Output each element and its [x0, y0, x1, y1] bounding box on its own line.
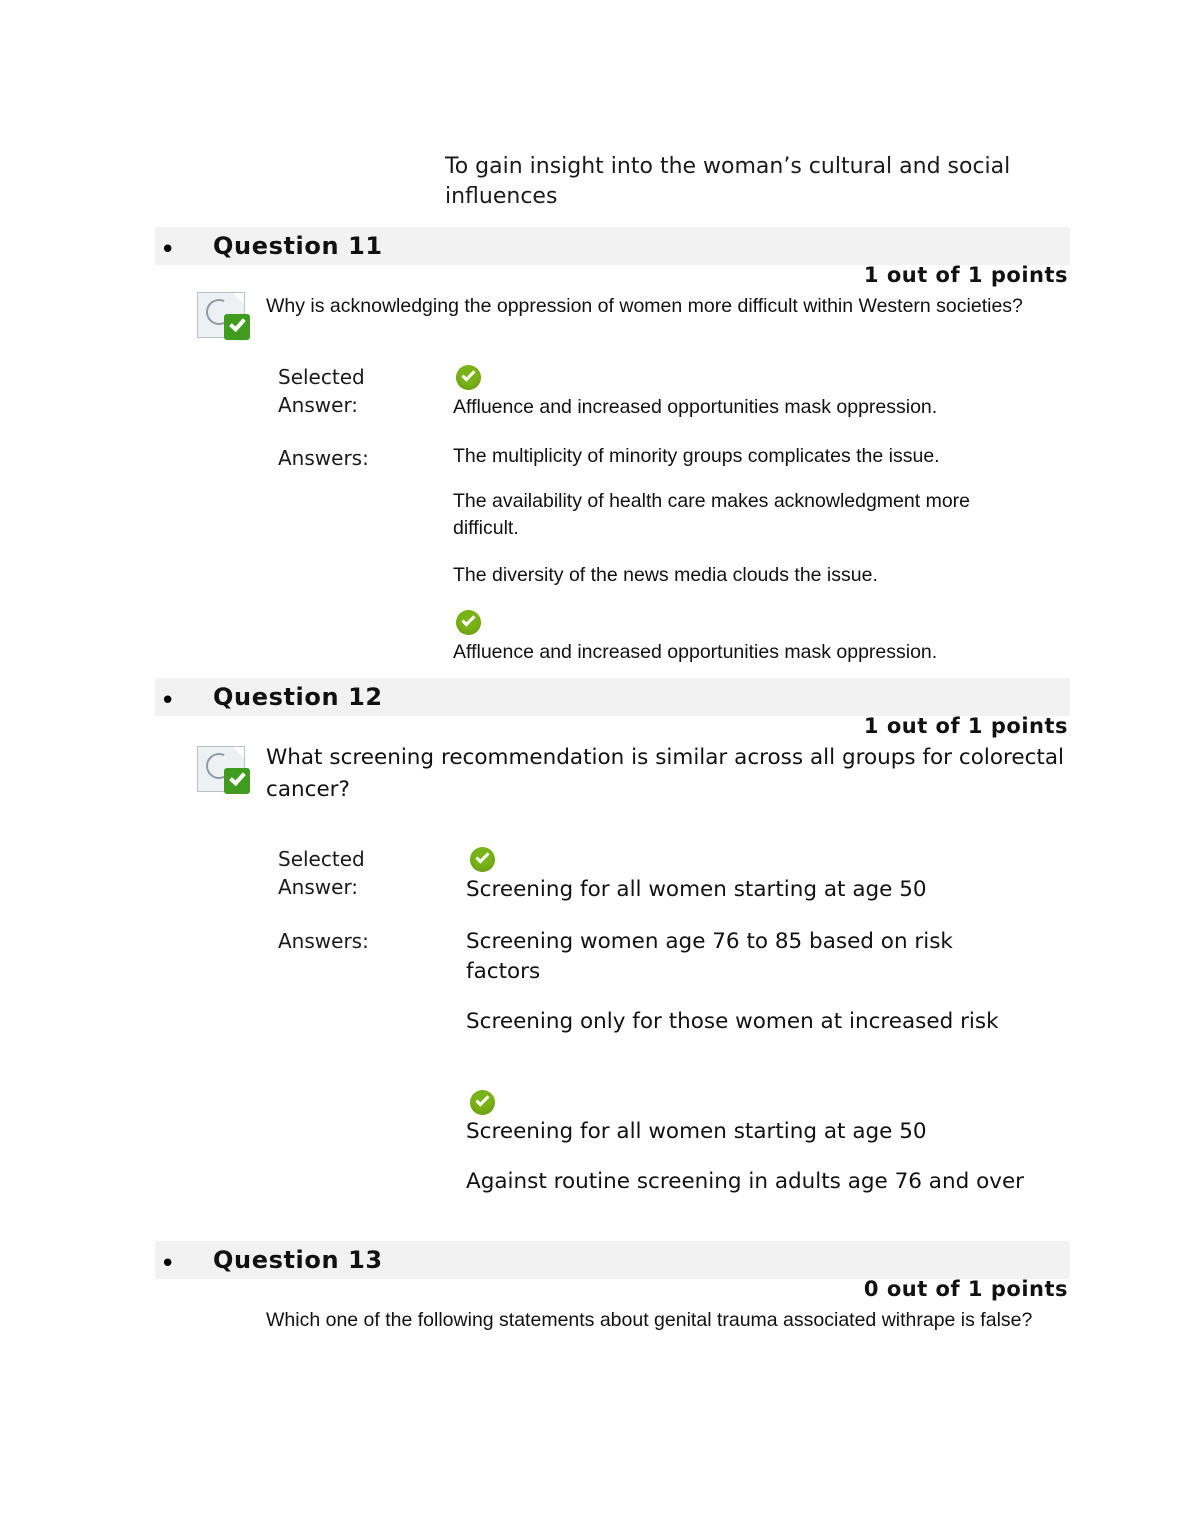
answer-option-12-1: Screening women age 76 to 85 based on risk factors [466, 929, 953, 984]
selected-answer-label-12: Selected Answer: [278, 847, 365, 899]
correct-check-icon-selected-11 [456, 365, 481, 390]
question-title-13: Question 13 [213, 1246, 383, 1274]
answer-option-11-3: The diversity of the news media clouds the issue. [453, 564, 878, 586]
correct-check-icon-option-11-4 [456, 610, 481, 635]
question-status-icon-11 [197, 292, 255, 342]
question-bullet-11: • [160, 235, 176, 265]
question-stem-12: What screening recommendation is similar across all groups for colorectal cancer? [266, 745, 1064, 802]
question-points-13: 0 out of 1 points [863, 1277, 1068, 1301]
answer-option-12-2: Screening only for those women at increased risk [466, 1009, 999, 1034]
answer-option-12-3: Screening for all women starting at age 50 [466, 1119, 927, 1144]
selected-answer-text-11: Affluence and increased opportunities mask oppression. [453, 396, 938, 418]
answer-option-11-1: The multiplicity of minority groups complicates the issue. [453, 445, 940, 467]
correct-check-icon-option-12-3 [470, 1090, 495, 1115]
selected-answer-label-11: Selected Answer: [278, 365, 365, 417]
carryover-answer-text: To gain insight into the woman’s cultural and social influences [445, 154, 1011, 209]
question-status-icon-12 [197, 746, 255, 796]
answer-option-12-4: Against routine screening in adults age 76 and over [466, 1169, 1025, 1194]
selected-answer-text-12: Screening for all women starting at age 50 [466, 877, 927, 902]
question-title-11: Question 11 [213, 232, 383, 260]
answers-label-11: Answers: [278, 446, 369, 470]
question-bullet-13: • [160, 1249, 176, 1279]
correct-check-icon-selected-12 [470, 847, 495, 872]
question-title-12: Question 12 [213, 683, 383, 711]
question-stem-13: Which one of the following statements about genital trauma associated withrape is false? [266, 1309, 1033, 1331]
answer-option-11-4: Affluence and increased opportunities mask oppression. [453, 641, 938, 663]
question-points-11: 1 out of 1 points [863, 263, 1068, 287]
answers-label-12: Answers: [278, 929, 369, 953]
question-points-12: 1 out of 1 points [863, 714, 1068, 738]
question-stem-11: Why is acknowledging the oppression of women more difficult within Western societies? [266, 295, 1023, 317]
question-bullet-12: • [160, 686, 176, 716]
answer-option-11-2: The availability of health care makes acknowledgment more difficult. [453, 490, 971, 539]
